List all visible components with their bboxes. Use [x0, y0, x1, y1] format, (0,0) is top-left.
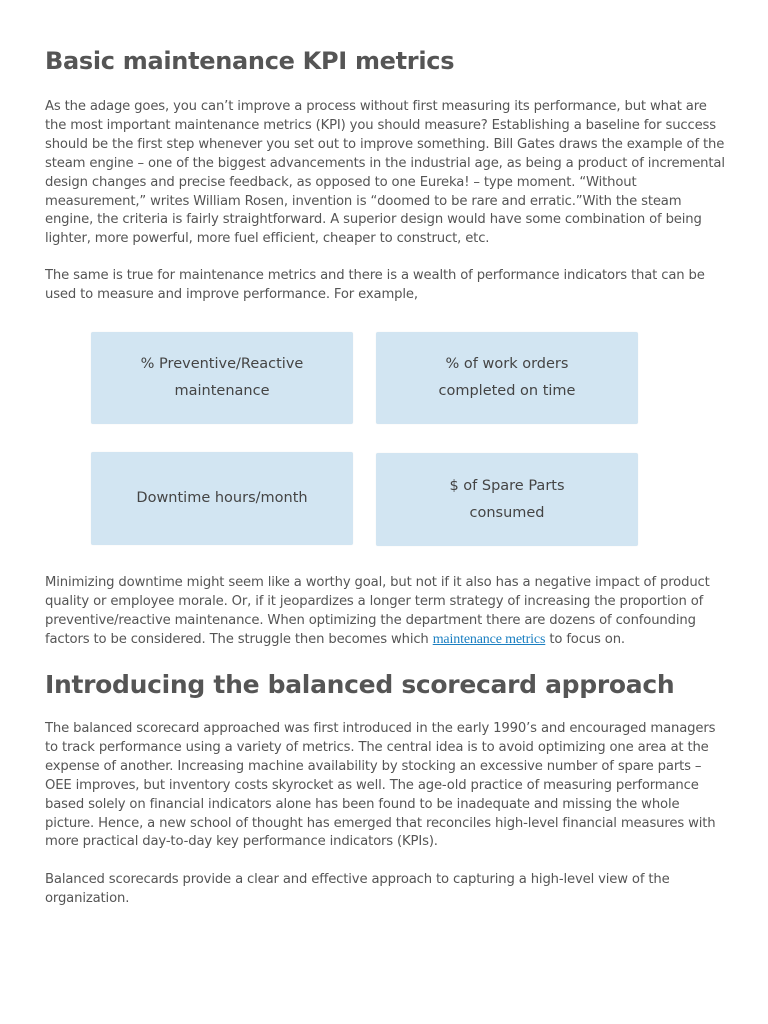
downtime-paragraph: [45, 574, 727, 650]
kpi-box-downtime-hours: [91, 452, 353, 545]
kpi-box-preventive-reactive: [91, 332, 353, 424]
kpi-box-work-orders-on-time: [376, 332, 638, 424]
downtime-paragraph-tail: to focus on.: [545, 631, 625, 647]
kpi-box-spare-parts: [376, 453, 638, 546]
kpi-box-label: Downtime hours/month: [136, 490, 308, 506]
intro-paragraph: As the adage goes, you can’t improve a process without first measuring its performance, but what are the most important maintenance metrics (KPI) you should measure? Establishing a baseline for success should be the first step whenever you set out to improve something. Bill Gates draws the example of the steam engine – one of the biggest advancements in the industrial age, as being a product of incremental design changes and precise feedback, as opposed to one Eureka! – type moment. “Without measurement,” writes William Rosen, invention is “doomed to be rare and erratic.”With the steam engine, the criteria is fairly straightforward. A superior design would have some combination of being lighter, more powerful, more fuel efficient, cheaper to construct, etc.: [45, 99, 725, 247]
section-title-kpi-metrics: Basic maintenance KPI metrics: [45, 47, 455, 75]
downtime-paragraph-text: Minimizing downtime might seem like a worthy goal, but not if it also has a negative impact of product quality or employee morale. Or, if it jeopardizes a longer term strategy of increasing the proportion of preventive/reactive maintenance. When optimizing the department there are dozens of confounding factors to be considered. The struggle then becomes which: [45, 575, 710, 647]
kpi-box-label: $ of Spare Parts consumed: [449, 477, 565, 521]
scorecard-summary-paragraph: Balanced scorecards provide a clear and effective approach to capturing a high-level view of the organization.: [45, 872, 670, 906]
scorecard-paragraph: The balanced scorecard approached was first introduced in the early 1990’s and encouraged managers to track performance using a variety of metrics. The central idea is to avoid optimizing one area at the expense of another. Increasing machine availability by stocking an excessive number of spare parts – OEE improves, but inventory costs skyrocket as well. The age-old practice of measuring performance based solely on financial indicators alone has been found to be inadequate and missing the whole picture. Hence, a new school of thought has emerged that reconciles high-level financial measures with more practical day-to-day key performance indicators (KPIs).: [45, 721, 716, 850]
section-title-balanced-scorecard: Introducing the balanced scorecard approach: [45, 670, 675, 699]
kpi-box-label: % of work orders completed on time: [438, 356, 576, 399]
maintenance-metrics-link[interactable]: maintenance metrics: [432, 631, 546, 647]
metrics-paragraph: The same is true for maintenance metrics and there is a wealth of performance indicators that can be used to measure and improve performance. For example,: [45, 268, 705, 302]
kpi-box-label: % Preventive/Reactive maintenance: [140, 356, 304, 399]
